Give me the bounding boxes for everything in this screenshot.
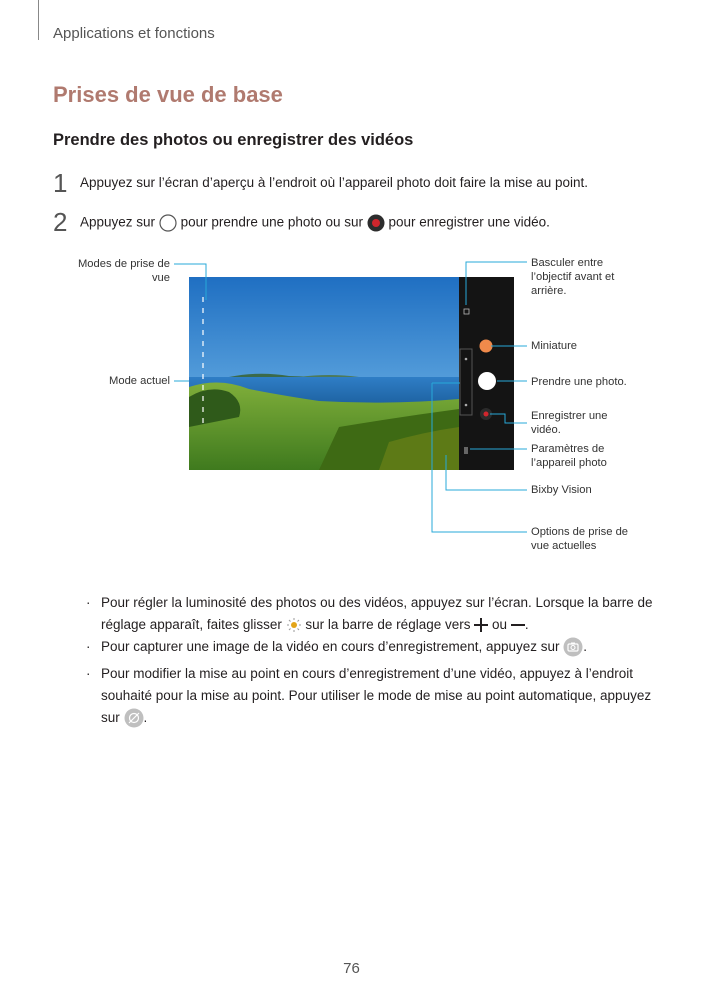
step-2-number: 2	[53, 207, 68, 237]
auto-focus-icon	[124, 708, 144, 728]
callout-camera-settings: Paramètres de l’appareil photo	[531, 443, 607, 469]
section-title: Prises de vue de base	[53, 82, 283, 107]
plus-icon	[474, 618, 488, 632]
bullet-focus: · Pour modifier la mise au point en cours d’enregistrement d’une vidéo, appuyez à l’endroit souhaité pour la mise au point. Pour utiliser le mode de mise au point automatique, appuyez sur .	[101, 663, 661, 729]
page-number: 76	[343, 960, 360, 977]
callout-record-video: Enregistrer une vidéo.	[531, 410, 608, 436]
bullet-capture-image: · Pour capturer une image de la vidéo en cours d’enregistrement, appuyez sur .	[101, 636, 661, 658]
running-header: Applications et fonctions	[53, 25, 215, 42]
bullet-brightness: · Pour régler la luminosité des photos ou des vidéos, appuyez sur l’écran. Lorsque la barre de réglage apparaît, faites glisser sur la barre de réglage vers ou .	[86, 595, 653, 632]
callout-shooting-modes: Modes de prise de vue	[77, 258, 170, 284]
minus-icon	[511, 618, 525, 632]
step-2-text-b: pour prendre une photo ou sur	[180, 214, 363, 230]
step-2-text-a: Appuyez sur	[80, 214, 156, 230]
callout-current-mode: Mode actuel	[109, 375, 170, 387]
subsection-title: Prendre des photos ou enregistrer des vidéos	[53, 131, 414, 149]
callout-thumbnail: Miniature	[531, 340, 578, 352]
capture-camera-icon	[563, 637, 583, 657]
callout-switch-camera: Basculer entre l’objectif avant et arrière.	[531, 257, 615, 297]
step-2-text-c: pour enregistrer une vidéo.	[388, 214, 550, 230]
step-1-number: 1	[53, 168, 68, 198]
step-1-text: Appuyez sur l’écran d’aperçu à l’endroit où l’appareil photo doit faire la mise au point.	[80, 175, 589, 190]
brightness-icon	[286, 617, 302, 633]
callout-current-options: Options de prise de vue actuelles	[531, 526, 629, 552]
callout-bixby-vision: Bixby Vision	[531, 484, 592, 496]
callout-take-photo: Prendre une photo.	[531, 376, 627, 388]
